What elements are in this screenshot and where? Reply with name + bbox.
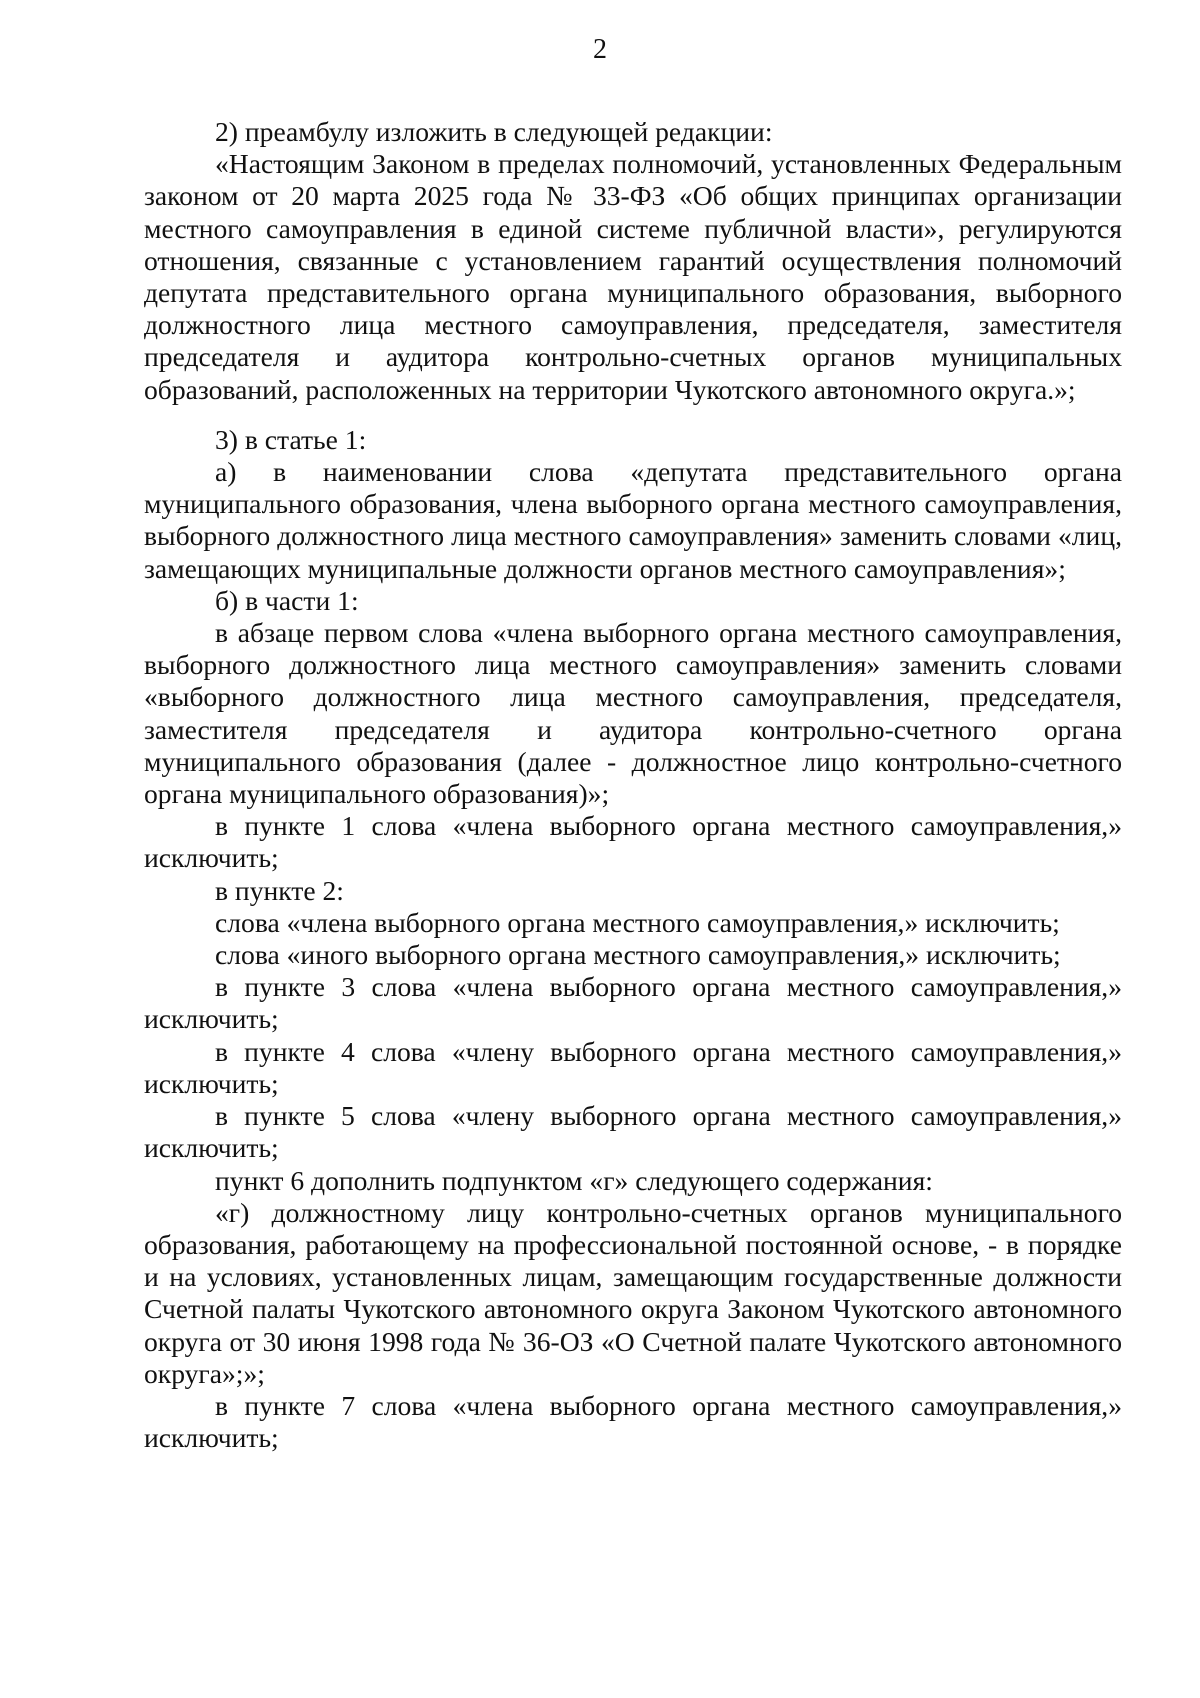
paragraph-point-7: в пункте 7 слова «члена выборного органа местного самоуправления,» исключить; bbox=[144, 1389, 1122, 1454]
paragraph-point-3: в пункте 3 слова «члена выборного органа местного самоуправления,» исключить; bbox=[144, 971, 1122, 1035]
paragraph-first-abzac: в абзаце первом слова «члена выборного органа местного самоуправления, выборного должностного лица местного самоуправления» заменить словами «выборного должностного лица местного самоуправления, председателя, заместителя председателя и аудитора контрольно-счетного органа муниципального образования (далее - должностное лицо контрольно-счетного органа муниципального образования)»; bbox=[144, 617, 1122, 810]
paragraph-point-2: в пункте 2: bbox=[215, 874, 344, 906]
paragraph-point-5: в пункте 5 слова «члену выборного органа местного самоуправления,» исключить; bbox=[144, 1100, 1122, 1164]
paragraph-point-6: пункт 6 дополнить подпунктом «г» следующего содержания: bbox=[215, 1164, 933, 1196]
paragraph-subpoint-g: «г) должностному лицу контрольно-счетных органов муниципального образования, работающему на профессиональной постоянной основе, - в порядке и на условиях, установленных лицам, замещающим государственные должности Счетной палаты Чукотского автономного округа Законом Чукотского автономного округа от 30 июня 1998 года № 36-ОЗ «О Счетной палате Чукотского автономного округа»;»; bbox=[144, 1196, 1122, 1389]
paragraph-point-2-words-2: слова «иного выборного органа местного самоуправления,» исключить; bbox=[215, 939, 1061, 971]
paragraph-point-4: в пункте 4 слова «члену выборного органа местного самоуправления,» исключить; bbox=[144, 1035, 1122, 1099]
paragraph-point-1: в пункте 1 слова «члена выборного органа местного самоуправления,» исключить; bbox=[144, 810, 1122, 874]
paragraph-subitem-b: б) в части 1: bbox=[215, 584, 359, 616]
paragraph-subitem-a: а) в наименовании слова «депутата представительного органа муниципального образования, члена выборного органа местного самоуправления, выборного должностного лица местного самоуправления» заменить словами «лиц, замещающих муниципальные должности органов местного самоуправления»; bbox=[144, 456, 1122, 584]
document-body bbox=[144, 116, 1122, 1454]
paragraph-preamble-text: «Настоящим Законом в пределах полномочий, установленных Федеральным законом от 20 марта 2025 года № 33-ФЗ «Об общих принципах организации местного самоуправления в единой системе публичной власти», регулируются отношения, связанные с установлением гарантий осуществления полномочий депутата представительного органа муниципального образования, выборного должностного лица местного самоуправления, председателя, заместителя председателя и аудитора контрольно-счетных органов муниципальных образований, расположенных на территории Чукотского автономного округа.»; bbox=[144, 148, 1122, 405]
paragraph-preamble-heading: 2) преамбулу изложить в следующей редакции: bbox=[215, 116, 773, 147]
paragraph-point-2-words-1: слова «члена выборного органа местного самоуправления,» исключить; bbox=[215, 906, 1060, 938]
paragraph-article-1-heading: 3) в статье 1: bbox=[215, 423, 367, 455]
page-number: 2 bbox=[593, 34, 607, 65]
